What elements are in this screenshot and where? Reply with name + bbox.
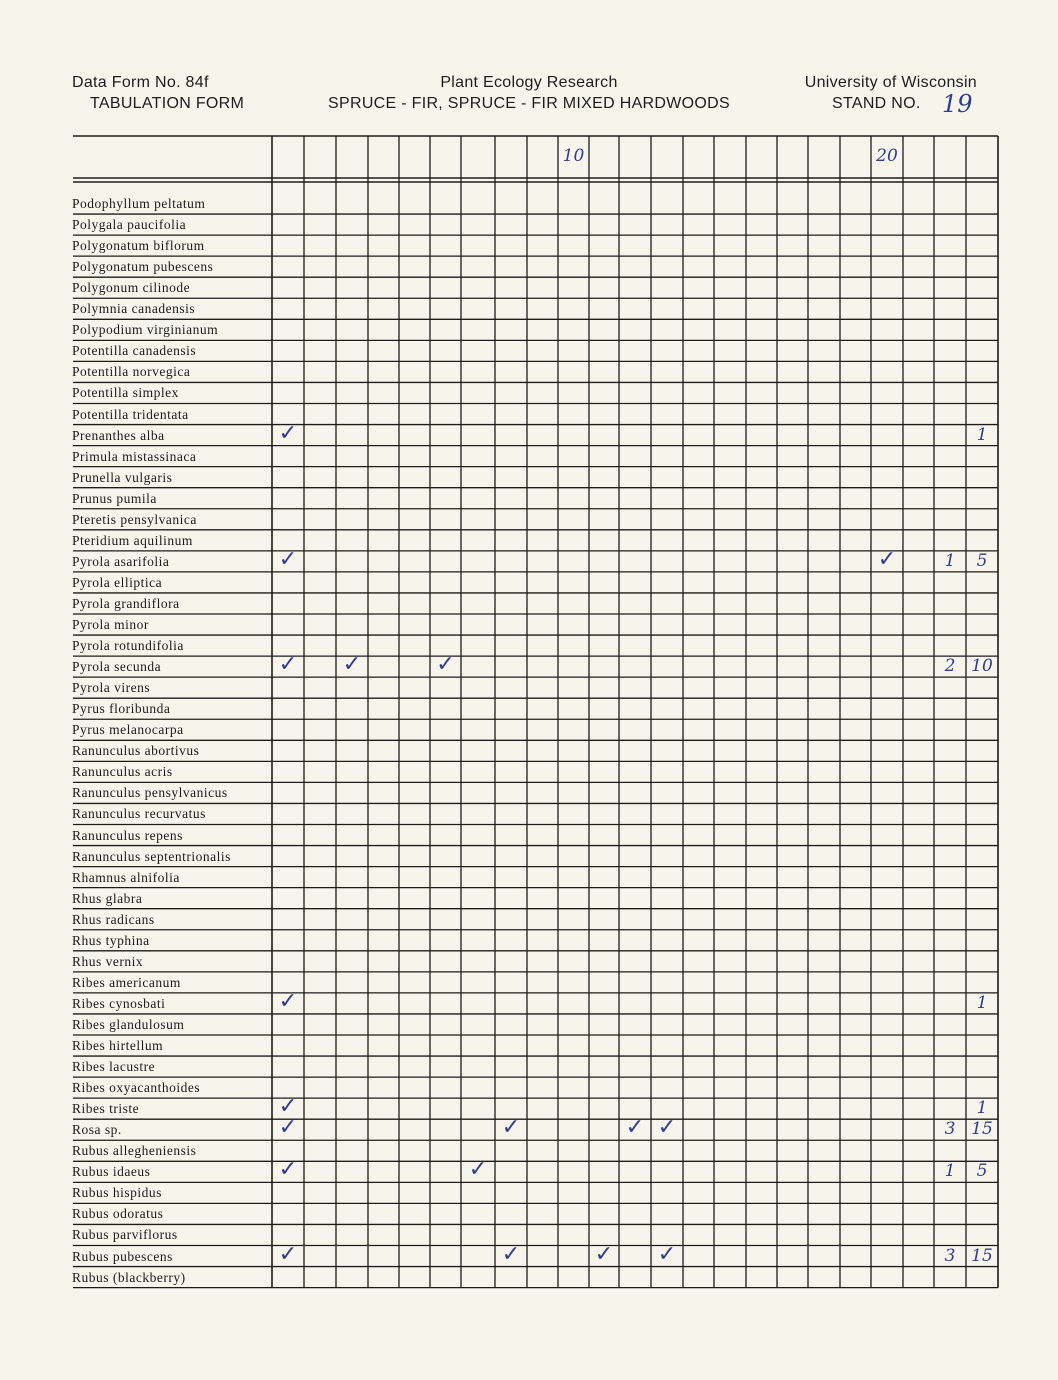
check-mark: ✓ (278, 988, 298, 1014)
species-name: Ribes hirtellum (72, 1038, 164, 1053)
species-name: Ribes oxyacanthoides (72, 1080, 201, 1096)
species-name: Rubus odoratus (72, 1206, 164, 1222)
check-mark: ✓ (342, 652, 362, 678)
species-name: Pyrola grandiflora (72, 595, 180, 611)
stand-label: STAND NO. (832, 95, 921, 112)
species-name: Ranunculus repens (72, 827, 183, 843)
check-mark: ✓ (594, 1241, 614, 1267)
check-mark: ✓ (436, 652, 455, 678)
species-name: Potentilla simplex (72, 385, 179, 401)
species-name: Rubus idaeus (72, 1164, 151, 1180)
species-name: Prenanthes alba (72, 427, 165, 443)
species-name: Polygonum cilinode (72, 280, 191, 296)
species-name: Rhus typhina (72, 932, 150, 948)
species-name: Polygonatum biflorum (72, 238, 205, 254)
species-name: Podophyllum peltatum (72, 196, 206, 211)
species-name: Pyrola minor (72, 617, 149, 632)
species-name: Pyrus floribunda (72, 701, 171, 717)
species-name: Ribes lacustre (72, 1059, 156, 1075)
column-number: 20 (876, 146, 898, 166)
species-name: Potentilla tridentata (72, 406, 189, 422)
species-name: Rubus hispidus (72, 1185, 162, 1201)
form-type: TABULATION FORM (90, 95, 245, 112)
check-mark: ✓ (501, 1241, 521, 1267)
species-name: Rubus (blackberry) (72, 1269, 186, 1285)
species-name: Ranunculus recurvatus (72, 806, 206, 822)
total-value: 5 (976, 1161, 988, 1182)
species-name: Rosa sp. (72, 1122, 122, 1138)
species-name: Rhus vernix (72, 953, 144, 969)
check-mark: ✓ (278, 420, 298, 446)
species-name: Rubus parviflorus (72, 1227, 178, 1243)
frequency-value: 1 (944, 1161, 956, 1182)
species-name: Pyrola virens (72, 680, 151, 696)
stand-number-value: 19 (942, 90, 973, 118)
check-mark: ✓ (657, 1115, 677, 1141)
species-name: Ribes glandulosum (72, 1016, 185, 1032)
species-name: Polygonatum pubescens (72, 259, 214, 275)
frequency-value: 2 (944, 656, 956, 677)
species-name: Primula mistassinaca (72, 448, 197, 464)
total-value: 15 (971, 1245, 993, 1266)
species-name: Ribes triste (72, 1101, 140, 1117)
check-mark: ✓ (278, 652, 298, 678)
total-value: 1 (976, 424, 988, 445)
species-name: Prunella vulgaris (72, 469, 173, 485)
check-mark: ✓ (625, 1115, 645, 1141)
species-name: Potentilla canadensis (72, 343, 197, 359)
check-mark: ✓ (468, 1157, 488, 1183)
species-name: Pyrola rotundifolia (72, 638, 184, 654)
species-name: Ranunculus septentrionalis (72, 848, 231, 864)
species-name: Ribes cynosbati (72, 995, 166, 1011)
species-name: Potentilla norvegica (72, 364, 191, 380)
species-name: Ranunculus acris (72, 764, 173, 780)
species-name: Pyrola elliptica (72, 574, 163, 590)
species-name: Prunus pumila (72, 490, 157, 506)
university: University of Wisconsin (804, 74, 977, 91)
species-name: Pyrola secunda (72, 659, 162, 675)
species-name: Polygala paucifolia (72, 217, 187, 233)
check-mark: ✓ (657, 1241, 677, 1267)
check-mark: ✓ (278, 1094, 298, 1120)
total-value: 1 (976, 1098, 988, 1119)
check-mark: ✓ (877, 546, 897, 572)
community-type: SPRUCE - FIR, SPRUCE - FIR MIXED HARDWOODS (328, 95, 730, 112)
check-mark: ✓ (278, 1241, 298, 1267)
species-name: Rubus pubescens (72, 1248, 173, 1264)
species-name: Rhus glabra (72, 890, 143, 906)
check-mark: ✓ (501, 1115, 521, 1141)
frequency-value: 3 (944, 1119, 956, 1140)
total-value: 10 (971, 656, 993, 677)
species-name: Rhus radicans (72, 911, 155, 927)
form-number: Data Form No. 84f (72, 74, 209, 91)
check-mark: ✓ (278, 546, 298, 572)
species-name: Ranunculus abortivus (72, 743, 200, 759)
species-name: Rubus allegheniensis (72, 1143, 197, 1159)
total-value: 15 (971, 1119, 993, 1140)
check-mark: ✓ (278, 1115, 298, 1141)
species-name: Ribes americanum (72, 974, 181, 990)
frequency-value: 3 (944, 1245, 956, 1266)
species-name: Pteridium aquilinum (72, 532, 193, 548)
species-name: Pyrola asarifolia (72, 553, 170, 569)
frequency-value: 1 (944, 550, 956, 571)
species-name: Ranunculus pensylvanicus (72, 785, 228, 801)
species-name: Rhamnus alnifolia (72, 869, 180, 885)
column-number: 10 (562, 146, 585, 166)
total-value: 1 (976, 992, 988, 1013)
species-name: Polymnia canadensis (72, 301, 196, 317)
organization: Plant Ecology Research (440, 74, 618, 91)
check-mark: ✓ (278, 1157, 298, 1183)
species-name: Polypodium virginianum (72, 322, 219, 338)
total-value: 5 (976, 550, 988, 571)
species-name: Pteretis pensylvanica (72, 511, 197, 527)
species-name: Pyrus melanocarpa (72, 722, 184, 738)
